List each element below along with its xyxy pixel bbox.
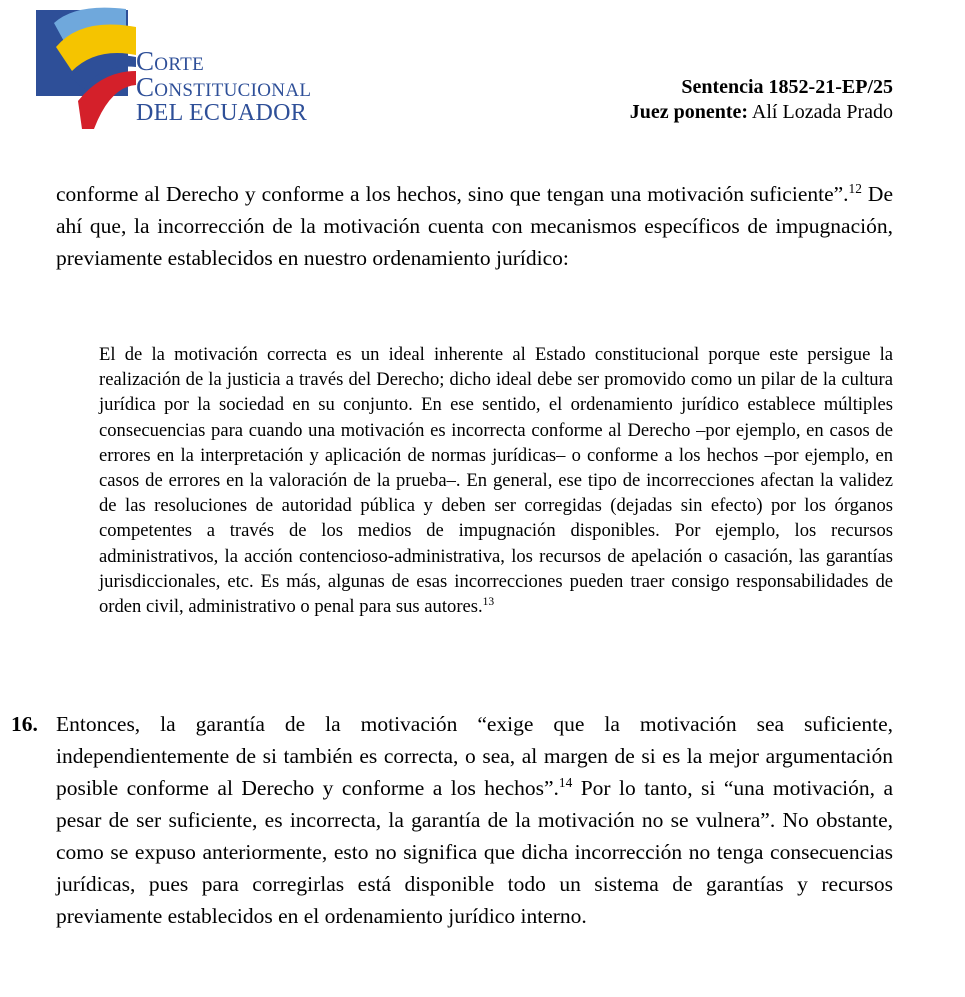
judge-name: Alí Lozada Prado (748, 101, 893, 123)
block-quote (99, 342, 893, 619)
quote-text: El de la motivación correcta es un ideal inherente al Estado constitucional porque este persigue la realización de la justicia a través del Derecho; dicho ideal debe ser promovido como un pilar de la cultura jurídica por la sociedad en su conjunto. En ese sentido, el ordenamiento jurídico establece múltiples consecuencias para cuando una motivación es incorrecta conforme al Derecho –por ejemplo, en casos de errores en la interpretación y aplicación de normas jurídicas– o conforme a los hechos –por ejemplo, en casos de errores en la valoración de la prueba–. En general, ese tipo de incorrecciones afectan la validez de las resoluciones de autoridad pública y deben ser corregidas (dejadas sin efecto) por los órganos competentes a través de los medios de impugnación disponibles. Por ejemplo, los recursos administrativos, la acción contencioso-administrativa, los recursos de apelación o casación, las garantías jurisdiccionales, etc. Es más, algunas de esas incorrecciones pueden traer consigo responsabilidades de orden civil, administrativo o penal para sus autores. (99, 344, 893, 618)
corte-constitucional-logo-icon (36, 5, 136, 130)
logo-wordmark (136, 48, 311, 126)
paragraph-number-16: 16. (11, 712, 38, 736)
judge-label: Juez ponente: (629, 101, 749, 123)
logo-line-constitucional: Constitucional (136, 72, 312, 102)
logo-line-ecuador: DEL ECUADOR (136, 100, 308, 126)
sentencia-number: Sentencia 1852-21-EP/25 (681, 76, 893, 98)
judge-line (630, 100, 893, 125)
footnote-ref-13[interactable]: 13 (482, 595, 495, 608)
paragraph16-text-b: Por lo tanto, si “una motivación, a pesar de ser suficiente, es incorrecta, la garantía de la motivación no se vulnera”. No obstante, como se expuso anteriormente, esto no significa que dicha incorrección no tenga consecuencias jurídicas, pues para corregirlas está disponible todo un sistema de garantías y recursos previamente establecidos en el ordenamiento jurídico interno. (56, 776, 893, 928)
paragraph1-text-a: conforme al Derecho y conforme a los hechos, sino que tengan una motivación suficiente”. (56, 182, 849, 206)
paragraph16-text-a: Entonces, la garantía de la motivación “exige que la motivación sea suficiente, independientemente de si también es correcta, o sea, al margen de si es la mejor argumentación posible conforme al Derecho y conforme a los hechos”. (56, 712, 893, 800)
footnote-ref-14[interactable]: 14 (558, 774, 573, 790)
paragraph-16 (56, 708, 893, 932)
logo-line-corte: Corte (136, 46, 204, 76)
paragraph-continuation (56, 178, 893, 274)
case-reference (630, 75, 893, 125)
footnote-ref-12[interactable]: 12 (848, 180, 862, 196)
paragraph1-text-b: De ahí que, la incorrección de la motivación cuenta con mecanismos específicos de impugnación, previamente establecidos en nuestro ordenamiento jurídico: (56, 182, 893, 270)
